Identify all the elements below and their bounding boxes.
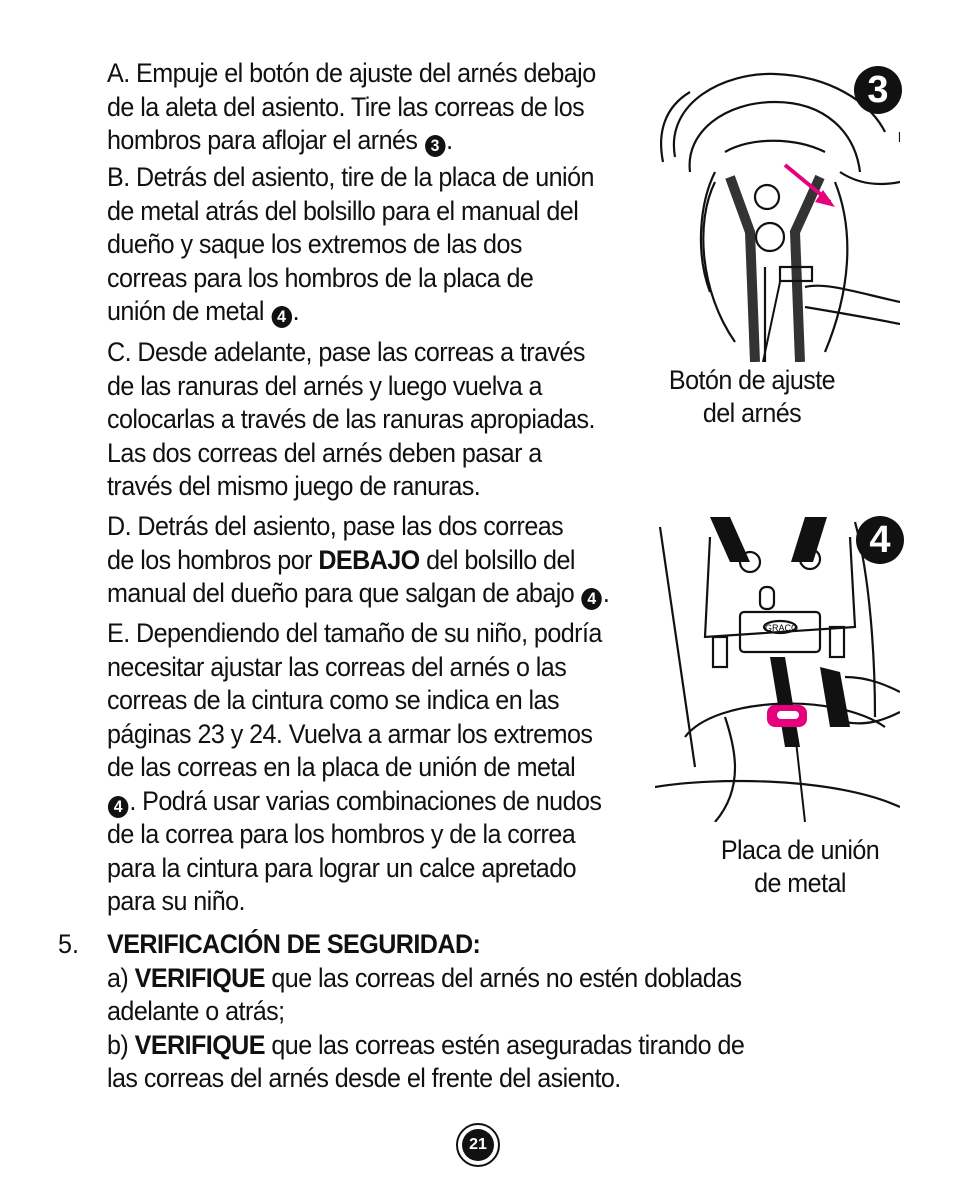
harness-strap-left: [730, 177, 755, 362]
text-segment: .: [602, 578, 610, 608]
text-segment: unión de metal: [107, 296, 264, 326]
text-segment: hombros para aflojar el arnés: [107, 125, 418, 155]
hand-right-outline: [845, 677, 900, 692]
text-line: para la cintura para lograr un calce apretado: [107, 852, 577, 883]
text-line: para su niño.: [107, 886, 245, 916]
buckle: [756, 223, 784, 251]
shoulder-strap-right: [791, 517, 827, 562]
section-title: [107, 928, 744, 962]
text-segment: .: [292, 296, 300, 326]
text-line: de las correas en la placa de unión de metal: [107, 752, 576, 782]
text-segment: que las correas del arnés no estén dobladas: [271, 962, 742, 993]
text-segment: . Podrá usar varias combinaciones de nudos: [129, 785, 602, 816]
text-line: través del mismo juego de ranuras.: [107, 471, 481, 501]
text-line: dueño y saque los extremos de las dos: [107, 229, 522, 259]
hand-left-outline: [715, 717, 735, 822]
text-line: C. Desde adelante, pase las correas a través: [107, 337, 585, 367]
text-segment: .: [446, 125, 453, 155]
section-number: 5.: [58, 929, 79, 959]
figure-4-caption: [707, 834, 893, 900]
caption-line: de metal: [754, 868, 846, 898]
text-line: adelante o atrás;: [107, 996, 285, 1026]
figure-3-caption: [659, 364, 845, 430]
emphasis-text: VERIFIQUE: [134, 962, 265, 993]
caption-line: Placa de unión: [720, 835, 880, 865]
text-line: colocarlas a través de las ranuras apropiadas.: [107, 404, 595, 434]
caption-line: Botón de ajuste: [668, 365, 836, 395]
text-line: A. Empuje el botón de ajuste del arnés debajo: [107, 58, 596, 88]
page-number-badge: [456, 1123, 500, 1167]
step-e-text: [107, 617, 602, 919]
text-line: las correas del arnés desde el frente del asiento.: [107, 1063, 621, 1093]
text-line: [107, 124, 596, 158]
text-line: de la correa para los hombros y de la correa: [107, 819, 576, 849]
text-line: [107, 962, 744, 996]
text-line: correas de la cintura como se indica en las: [107, 685, 559, 715]
text-line: [107, 1029, 744, 1063]
text-line: Las dos correas del arnés deben pasar a: [107, 437, 542, 468]
harness-strap-right: [795, 177, 820, 362]
hand-top-outline: [840, 172, 900, 184]
figure-ref-badge: 4: [271, 306, 291, 328]
safety-check-section: [107, 928, 744, 1096]
text-line: [107, 577, 609, 611]
page-number: 21: [462, 1129, 494, 1161]
figure-4-badge: 4: [856, 516, 904, 564]
text-line: [107, 295, 594, 329]
figure-ref-badge: 4: [582, 588, 602, 610]
text-line: B. Detrás del asiento, tire de la placa de unión: [107, 162, 594, 192]
step-a-text: [107, 57, 596, 158]
step-b-text: [107, 161, 594, 329]
step-d-text: [107, 510, 609, 611]
car-seat-back-drawing: [655, 517, 900, 822]
emphasis-text: VERIFIQUE: [134, 1029, 265, 1060]
figure-4-illustration: [655, 517, 900, 822]
text-segment: manual del dueño para que salgan de abajo: [107, 578, 575, 608]
text-segment: a): [107, 962, 129, 993]
emphasis-text: DEBAJO: [318, 544, 420, 575]
brand-logo: GRACO: [765, 623, 799, 633]
text-segment: b): [107, 1029, 129, 1060]
text-line: E. Dependiendo del tamaño de su niño, podría: [107, 618, 602, 648]
chest-clip: [755, 185, 779, 209]
text-line: de la aleta del asiento. Tire las correas de los: [107, 91, 585, 122]
step-c-text: [107, 336, 595, 504]
seat-base-outline: [655, 781, 900, 807]
figure-ref-badge: 3: [425, 135, 445, 157]
hand-outline: [805, 286, 900, 302]
shoulder-strap-left: [710, 517, 750, 562]
text-line: de las ranuras del arnés y luego vuelva a: [107, 370, 542, 401]
text-segment: de los hombros por: [107, 544, 312, 575]
text-line: necesitar ajustar las correas del arnés o las: [107, 651, 567, 682]
text-line: correas para los hombros de la placa de: [107, 262, 534, 293]
text-segment: del bolsillo del: [426, 544, 575, 575]
text-line: [107, 785, 602, 819]
text-line: [107, 544, 609, 578]
text-line: de metal atrás del bolsillo para el manual del: [107, 195, 579, 226]
figure-ref-badge: 4: [108, 796, 128, 818]
text-line: páginas 23 y 24. Vuelva a armar los extremos: [107, 718, 593, 749]
caption-line: del arnés: [702, 398, 802, 428]
callout-leader-line: [795, 732, 805, 822]
text-segment: que las correas estén aseguradas tirando de: [271, 1029, 745, 1060]
text-line: D. Detrás del asiento, pase las dos correas: [107, 511, 564, 541]
seat-inner-outline: [690, 102, 860, 172]
figure-3-badge: 3: [854, 66, 902, 114]
section-title-text: VERIFICACIÓN DE SEGURIDAD:: [107, 929, 481, 959]
